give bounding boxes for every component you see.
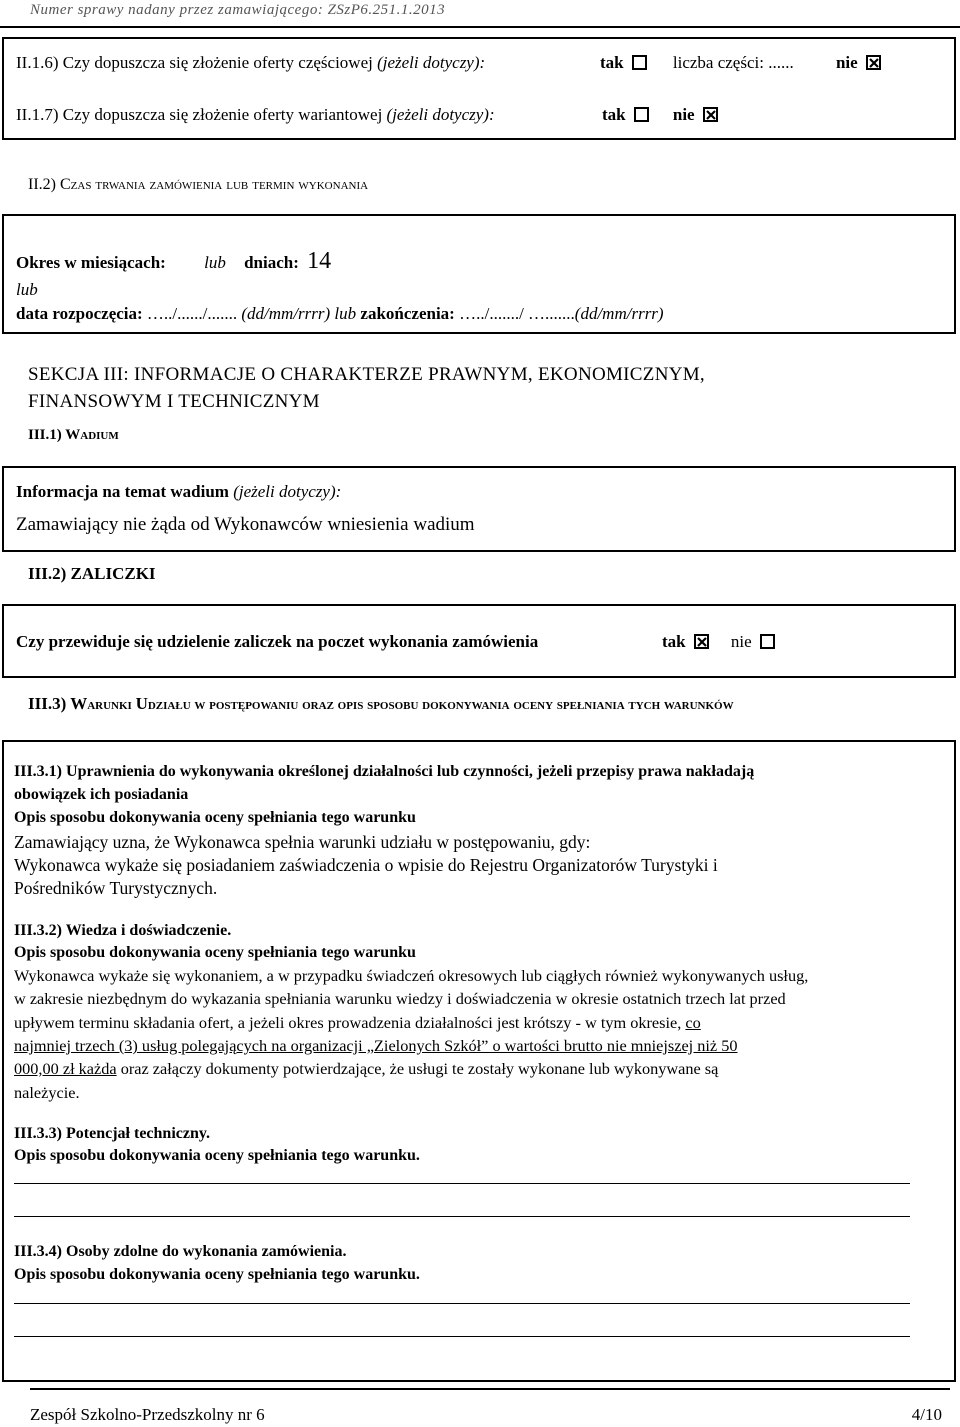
s332-line5-underlined: 000,00 zł każda [14, 1059, 117, 1078]
partial-nie-label: nie [835, 53, 858, 72]
partial-nie-checkbox-checked[interactable] [866, 55, 881, 70]
s332-line3-text: upływem terminu składania ofert, a jeżeli okres prowadzenia działalności jest krótszy - w tym okresie, [14, 1013, 682, 1032]
check-x-icon [869, 58, 879, 68]
zaliczki-box [2, 604, 956, 678]
duration-heading [28, 176, 368, 194]
s332-line3-underlined: co [685, 1013, 701, 1032]
date-format-2: (dd/mm/rrrr) [574, 304, 664, 323]
s331-opis: Opis sposobu dokonywania oceny spełniania tego warunku [14, 809, 416, 826]
variant-nie-checkbox-checked[interactable] [703, 107, 718, 122]
s332-title: III.3.2) Wiedza i doświadczenie. [14, 922, 232, 939]
partial-offer-label: II.1.6) Czy dopuszcza się złożenie oferty częściowej [16, 53, 373, 72]
variant-offer-note: (jeżeli dotyczy): [386, 105, 495, 124]
warunki-heading-text-2: działu w postępowaniu oraz opis sposobu dokonywania oceny spełniania tych warunków [147, 697, 734, 713]
warunki-heading-num: III.3) W [28, 694, 88, 713]
zaliczki-question: Czy przewiduje się udzielenie zaliczek na poczet wykonania zamówienia [16, 632, 539, 651]
lub-word-3: lub [334, 304, 357, 323]
s332-paragraph-line3 [14, 1013, 701, 1033]
section-3-title-line2: FINANSOWYM I TECHNICZNYM [28, 391, 320, 412]
start-date-value: …../....../....... [146, 304, 238, 323]
wadium-info-label: Informacja na temat wadium [16, 482, 229, 501]
warunki-heading-cap: U [135, 694, 148, 713]
s334-title: III.3.4) Osoby zdolne do wykonania zamówienia. [14, 1243, 347, 1260]
months-label: Okres w miesiącach: [16, 253, 166, 272]
options-box [2, 37, 956, 140]
partial-offer-options [600, 53, 881, 73]
days-value: 14 [307, 248, 332, 274]
warunki-heading-text-1: arunki [87, 697, 136, 713]
s332-paragraph-line2: w zakresie niezbędnym do wykazania spełniania warunku wiedzy i doświadczenia w okresie ostatnich trzech lat przed [14, 989, 786, 1008]
duration-box [2, 214, 956, 334]
s334-opis: Opis sposobu dokonywania oceny spełniania tego warunku. [14, 1266, 420, 1283]
s334-blank-line-2 [14, 1336, 910, 1337]
parts-count-label: liczba części: ...... [672, 53, 794, 72]
partial-tak-checkbox[interactable] [632, 55, 647, 70]
variant-offer-options [602, 105, 718, 125]
s332-line5-text: oraz załączy dokumenty potwierdzające, że usługi te zostały wykonane lub wykonywane są [120, 1059, 719, 1078]
section-3-title-line1: SEKCJA III: INFORMACJE O CHARAKTERZE PRAWNYM, EKONOMICZNYM, [28, 364, 705, 385]
warunki-heading [28, 694, 734, 714]
s332-paragraph-line5 [14, 1059, 718, 1079]
zaliczki-nie-checkbox[interactable] [760, 634, 775, 649]
dates-row [16, 304, 664, 324]
date-format-1: (dd/mm/rrrr) [241, 304, 331, 323]
duration-heading-num: II.2) C [28, 176, 71, 193]
wadium-info-row [16, 482, 341, 502]
s331-text2: Wykonawca wykaże się posiadaniem zaświadczenia o wpisie do Rejestru Organizatorów Turystyki i [14, 855, 718, 875]
wadium-info-note: (jeżeli dotyczy): [233, 482, 342, 501]
s332-paragraph-line6: należycie. [14, 1083, 80, 1102]
s332-opis: Opis sposobu dokonywania oceny spełniania tego warunku [14, 944, 416, 961]
wadium-heading [28, 427, 119, 444]
check-x-icon [706, 110, 716, 120]
zaliczki-tak-checkbox-checked[interactable] [694, 634, 709, 649]
s333-title: III.3.3) Potencjał techniczny. [14, 1125, 210, 1142]
zaliczki-nie-label: nie [730, 632, 752, 651]
s333-blank-line-1 [14, 1183, 910, 1184]
footer-page-number: 4/10 [911, 1405, 942, 1424]
s332-paragraph-line4: najmniej trzech (3) usług polegających na organizacji „Zielonych Szkół” o wartości brutto nie mniejszej niż 50 [14, 1036, 738, 1055]
wadium-heading-text: adium [80, 427, 119, 443]
variant-offer-label: II.1.7) Czy dopuszcza się złożenie oferty wariantowej [16, 105, 383, 124]
zaliczki-options [662, 632, 775, 652]
months-row [16, 248, 331, 275]
s331-text1: Zamawiający uzna, że Wykonawca spełnia warunki udziału w postępowaniu, gdy: [14, 832, 591, 852]
variant-nie-label: nie [672, 105, 695, 124]
case-number-header: Numer sprawy nadany przez zamawiającego: ZSzP6.251.1.2013 [30, 2, 446, 18]
s333-blank-line-2 [14, 1216, 910, 1217]
partial-tak-label: tak [600, 53, 624, 72]
s332-paragraph-line1: Wykonawca wykaże się wykonaniem, a w przypadku świadczeń okresowych lub ciągłych również wykonywanych usług, [14, 966, 809, 985]
header-rule [0, 26, 960, 28]
wadium-box [2, 466, 956, 552]
variant-tak-label: tak [602, 105, 626, 124]
s333-opis: Opis sposobu dokonywania oceny spełniania tego warunku. [14, 1147, 420, 1164]
variant-tak-checkbox[interactable] [634, 107, 649, 122]
footer-school-name: Zespół Szkolno-Przedszkolny nr 6 [30, 1405, 265, 1424]
s331-title-line1: III.3.1) Uprawnienia do wykonywania określonej działalności lub czynności, jeżeli przepisy prawa nakładają [14, 763, 755, 780]
partial-offer-note: (jeżeli dotyczy): [377, 53, 486, 72]
s331-text3: Pośredników Turystycznych. [14, 878, 218, 898]
variant-offer-row [16, 105, 495, 125]
s334-blank-line-1 [14, 1303, 910, 1304]
s331-title-line2: obowiązek ich posiadania [14, 786, 189, 803]
lub-word-2: lub [16, 280, 38, 299]
zaliczki-heading: III.2) ZALICZKI [28, 564, 156, 583]
start-date-label: data rozpoczęcia: [16, 304, 143, 323]
end-date-label: zakończenia: [360, 304, 455, 323]
days-label: dniach: [244, 253, 299, 272]
wadium-heading-num: III.1) W [28, 427, 81, 443]
end-date-value: …../......./ …....... [459, 304, 575, 323]
duration-heading-text: zas trwania zamówienia lub termin wykonania [70, 176, 369, 193]
wadium-value: Zamawiający nie żąda od Wykonawców wniesienia wadium [16, 514, 475, 535]
partial-offer-row [16, 53, 485, 73]
check-x-icon [697, 637, 707, 647]
zaliczki-tak-label: tak [662, 632, 686, 651]
lub-word: lub [204, 253, 226, 272]
footer-rule [30, 1388, 950, 1390]
